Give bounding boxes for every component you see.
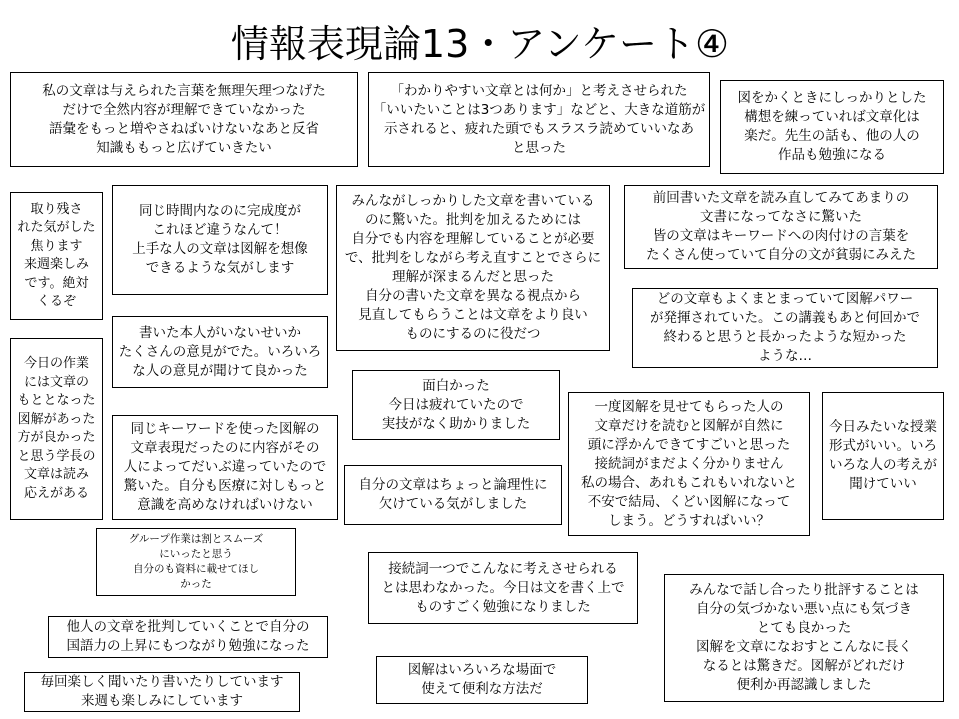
comment-text: 同じ時間内なのに完成度が これほど違うなんて！ 上手な人の文章は図解を想像 できるような気がします — [132, 203, 308, 276]
comment-card — [96, 528, 296, 596]
comment-card — [720, 80, 944, 174]
comment-card — [10, 192, 103, 320]
comment-text: どの文章もよくまとまっていて図解パワー が発揮されていた。この講義もあと何回かで 終わると思うと長かったような短かった ような… — [650, 291, 920, 364]
comment-card — [10, 338, 103, 520]
comment-card — [344, 465, 562, 525]
comment-text: 一度図解を見せてもらった人の 文章だけを読むと図解が自然に 頭に浮かんできてすごいと思った 接続詞がまだよく分かりません 私の場合、あれもこれもいれないと 不安で結局、くどい図解になって しまう。どうすればいい？ — [581, 398, 797, 529]
comment-card — [368, 552, 638, 624]
comment-text: 図解はいろいろな場面で 使えて便利な方法だ — [407, 662, 557, 697]
comment-card — [376, 656, 588, 704]
comment-text: 取り残さ れた気がした 焦ります 来週楽しみ です。絶対 くるぞ — [17, 201, 96, 309]
comment-text: みんなで話し合ったり批評することは 自分の気づかない悪い点にも気づき とても良かった 図解を文章になおすとこんなに長く なるとは驚きだ。図解がどれだけ 便利か再認識しました — [689, 582, 919, 693]
comment-card — [822, 392, 944, 520]
comment-card — [10, 72, 358, 167]
comment-card — [632, 288, 938, 368]
comment-text: 書いた本人がいないせいか たくさんの意見がでた。いろいろ な人の意見が聞けて良かった — [118, 324, 322, 379]
comment-text: 前回書いた文章を読み直してみてあまりの 文書になってなさに驚いた 皆の文章はキーワードへの肉付けの言葉を たくさん使っていて自分の文が貧弱にみえた — [646, 190, 916, 263]
comment-card — [624, 185, 938, 269]
comment-card — [336, 185, 610, 351]
comment-text: 毎回楽しく聞いたり書いたりしています 来週も楽しみにしています — [40, 674, 284, 709]
comment-text: 今日みたいな授業 形式がいい。いろ いろな人の考えが 聞けていい — [829, 419, 937, 492]
comment-card — [368, 72, 710, 167]
comment-card — [112, 316, 328, 388]
comment-card — [112, 185, 328, 295]
comment-text: グループ作業は割とスムーズ にいったと思う 自分のも資料に載せてほし かった — [128, 533, 264, 590]
comment-text: 他人の文章を批判していくことで自分の 国語力の上昇にもつながり勉強になった — [66, 619, 310, 654]
comment-text: 「わかりやすい文章とは何か」と考えさせられた 「いいたいことは3つあります」などと、大きな道筋が 示されると、疲れた頭でもスラスラ読めていいなあ と思った — [372, 82, 706, 156]
comment-card — [352, 370, 560, 440]
comment-text: 今日の作業 には文章の もととなった 図解があった 方が良かった と思う学長の 文章は読み 応えがある — [17, 356, 96, 501]
comment-text: みんながしっかりした文章を書いている のに驚いた。批判を加えるためには 自分でも内容を理解していることが必要 で、批判をしながら考え直すことでさらに 理解が深まるんだと思った 自分の書いた文章を異なる視点から 見直してもらうことは文章をより良い ものにするのに役だつ — [344, 193, 602, 342]
comment-card — [48, 616, 328, 658]
comment-text: 自分の文章はちょっと論理性に 欠けている気がしました — [358, 477, 548, 512]
comment-text: 図をかくときにしっかりとした 構想を練っていれば文章化は 楽だ。先生の話も、他の人の 作品も勉強になる — [737, 90, 927, 163]
comment-text: 接続詞一つでこんなに考えさせられる とは思わなかった。今日は文を書く上で ものすごく勉強になりました — [381, 560, 625, 615]
comment-card — [664, 574, 944, 702]
comment-card — [568, 392, 810, 536]
page-title: 情報表現論13・アンケート④ — [230, 22, 730, 66]
comment-card — [24, 672, 300, 712]
comment-card — [112, 415, 338, 520]
comment-text: 面白かった 今日は疲れていたので 実技がなく助かりました — [381, 377, 531, 432]
comment-text: 私の文章は与えられた言葉を無理矢理つなげた だけで全然内容が理解できていなかった 語彙をもっと増やさねばいけないなあと反省 知識ももっと広げていきたい — [42, 82, 326, 156]
comment-text: 同じキーワードを使った図解の 文章表現だったのに内容がその 人によってだいぶ違っていたので 驚いた。自分も医療に対しもっと 意識を高めなければいけない — [123, 421, 327, 513]
